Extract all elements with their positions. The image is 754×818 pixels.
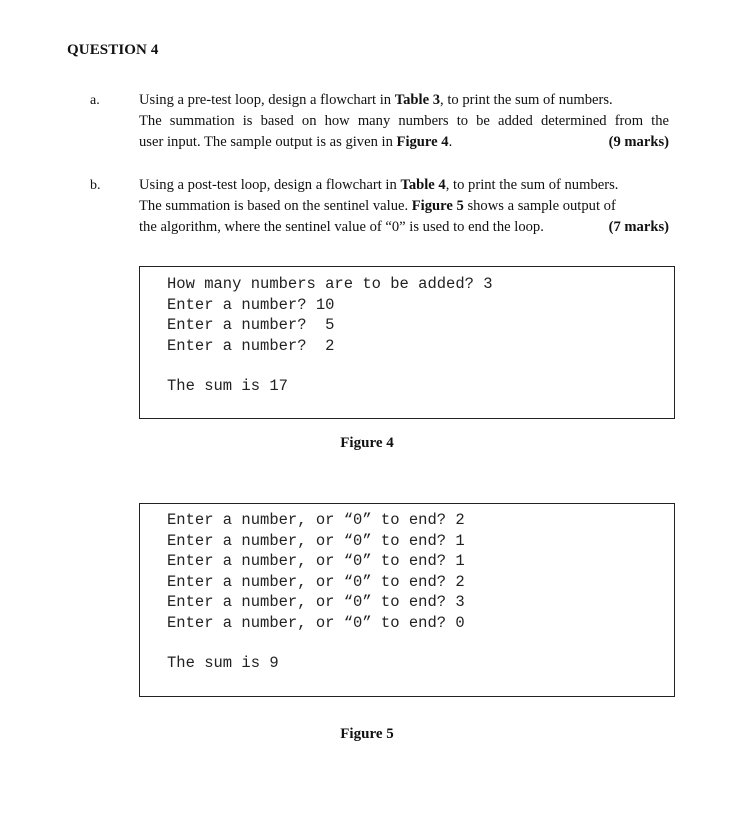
console-line: Enter a number, or “0” to end? 2 — [167, 511, 465, 529]
part-b-text — [139, 175, 669, 238]
console-sum-line: The sum is 9 — [167, 654, 279, 672]
console-line: Enter a number? 10 — [167, 295, 335, 314]
part-b-marks: (7 marks) — [608, 219, 669, 235]
console-line: Enter a number, or “0” to end? 2 — [167, 572, 465, 591]
part-a-line-3-text — [139, 132, 452, 153]
part-a-line-3-post: . — [448, 134, 453, 150]
part-a-text — [139, 90, 669, 153]
part-b-line-1-post: , to print the sum of numbers. — [445, 177, 619, 193]
part-b-line-3-text: the algorithm, where the sentinel value of “0” is used to end the loop. — [139, 219, 544, 235]
part-b-line-2-post: shows a sample output of — [463, 198, 616, 214]
figure-4-output-box — [139, 266, 675, 419]
figure-5-caption: Figure 5 — [340, 726, 394, 742]
console-line: Enter a number, or “0” to end? 1 — [167, 552, 465, 570]
console-line: Enter a number? 2 — [167, 336, 335, 355]
part-b-letter: b. — [90, 178, 101, 193]
part-a-line-2: The summation is based on how many numbers to be added determined from the — [139, 113, 669, 129]
console-line: Enter a number, or “0” to end? 0 — [167, 613, 465, 632]
console-blank-line — [167, 356, 674, 376]
table-3-reference: Table 3 — [394, 92, 441, 108]
part-b-line-1-pre: Using a post-test loop, design a flowchart in — [139, 177, 401, 193]
figure-4-caption: Figure 4 — [340, 435, 394, 451]
console-line: Enter a number, or “0” to end? 1 — [167, 531, 465, 550]
part-a-line-3 — [139, 132, 669, 153]
table-4-reference: Table 4 — [400, 177, 446, 193]
part-a-line-1-post: , to print the sum of numbers. — [440, 92, 613, 108]
part-a-line-1-pre: Using a pre-test loop, design a flowchart in — [139, 92, 395, 108]
part-b-line-2-pre: The summation is based on the sentinel value. — [139, 198, 412, 214]
console-sum-line: The sum is 17 — [167, 377, 288, 395]
console-line: Enter a number? 5 — [167, 316, 335, 334]
part-b-line-3 — [139, 217, 669, 238]
part-b-line-1 — [139, 175, 669, 196]
part-a-letter: a. — [90, 93, 100, 108]
part-a-marks: (9 marks) — [608, 134, 669, 150]
figure-5-reference: Figure 5 — [411, 198, 464, 214]
console-line: How many numbers are to be added? 3 — [167, 275, 493, 293]
part-b-line-2 — [139, 196, 669, 217]
figure-4-reference: Figure 4 — [396, 134, 449, 150]
figure-5-output-box — [139, 503, 675, 697]
console-line: Enter a number, or “0” to end? 3 — [167, 593, 465, 611]
part-a-line-3-pre: user input. The sample output is as given in — [139, 134, 397, 150]
console-blank-line — [167, 633, 674, 653]
question-title: QUESTION 4 — [67, 42, 159, 58]
part-a-line-1 — [139, 90, 669, 111]
